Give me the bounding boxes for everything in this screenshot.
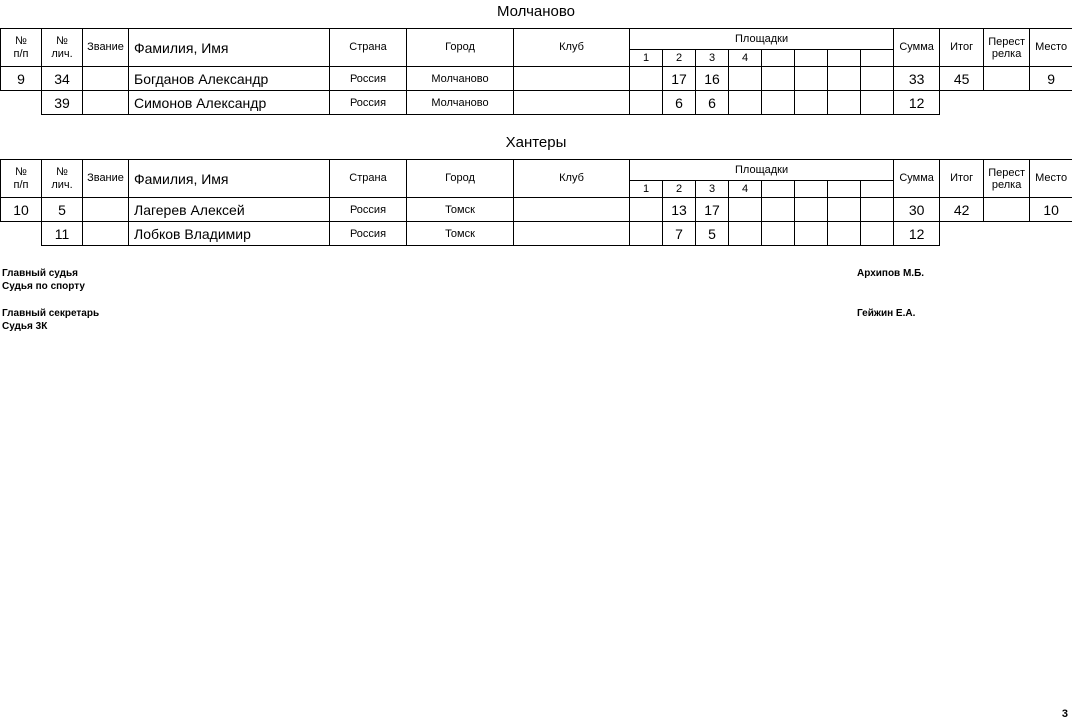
team-results-table [0,159,1072,246]
header-ranges: Площадки [630,160,894,181]
sum-cell: 12 [894,222,940,246]
sum-cell: 12 [894,91,940,115]
chief-judge-title: Главный судья [2,268,78,279]
header-range-number: 2 [663,50,696,67]
empty-cell [940,91,984,115]
range-score-cell [729,222,762,246]
team-number-cell: 9 [1,67,42,91]
sum-cell: 33 [894,67,940,91]
range-score-cell: 17 [663,67,696,91]
shootoff-cell [984,67,1030,91]
rank-cell [83,198,129,222]
range-score-cell: 6 [696,91,729,115]
table-row [1,67,1072,91]
header-place: Место [1030,160,1072,198]
header-shootoff: Перест релка [984,29,1030,67]
empty-cell [1,91,42,115]
header-np: № п/п [1,160,42,198]
chief-secretary-name: Гейжин Е.А. [857,308,916,319]
empty-cell [1,222,42,246]
header-range-number [762,181,795,198]
place-cell: 10 [1030,198,1072,222]
range-score-cell [630,198,663,222]
chief-secretary-title: Главный секретарь [2,308,100,319]
header-city: Город [407,29,514,67]
license-cell: 39 [42,91,83,115]
header-range-number [828,181,861,198]
range-score-cell [828,222,861,246]
shootoff-cell [984,198,1030,222]
header-range-number: 4 [729,181,762,198]
header-row [1,160,1072,181]
name-cell: Симонов Александр [129,91,330,115]
header-shootoff: Перест релка [984,160,1030,198]
range-score-cell [795,91,828,115]
table-row [1,198,1072,222]
header-total: Итог [940,29,984,67]
range-score-cell [795,222,828,246]
range-score-cell: 7 [663,222,696,246]
empty-cell [984,222,1030,246]
range-score-cell: 13 [663,198,696,222]
city-cell: Молчаново [407,67,514,91]
rank-cell [83,222,129,246]
range-score-cell [795,67,828,91]
city-cell: Молчаново [407,91,514,115]
chief-secretary-category: Судья 3К [2,321,48,332]
range-score-cell: 16 [696,67,729,91]
team-title: Хантеры [505,134,567,151]
header-country: Страна [330,160,407,198]
table-row [1,91,1072,115]
range-score-cell [861,91,894,115]
header-range-number [762,50,795,67]
license-cell: 34 [42,67,83,91]
country-cell: Россия [330,91,407,115]
range-score-cell [762,91,795,115]
range-score-cell [762,67,795,91]
header-rank: Звание [83,160,129,198]
country-cell: Россия [330,222,407,246]
header-rank: Звание [83,29,129,67]
country-cell: Россия [330,67,407,91]
header-range-number: 1 [630,50,663,67]
empty-cell [940,222,984,246]
range-score-cell [795,198,828,222]
rank-cell [83,91,129,115]
range-score-cell [762,222,795,246]
header-country: Страна [330,29,407,67]
place-cell: 9 [1030,67,1072,91]
range-score-cell [762,198,795,222]
club-cell [514,67,630,91]
header-city: Город [407,160,514,198]
name-cell: Лагерев Алексей [129,198,330,222]
sum-cell: 30 [894,198,940,222]
club-cell [514,222,630,246]
header-range-number: 4 [729,50,762,67]
range-score-cell: 6 [663,91,696,115]
club-cell [514,198,630,222]
country-cell: Россия [330,198,407,222]
page-number: 3 [1061,708,1068,720]
club-cell [514,91,630,115]
range-score-cell [630,91,663,115]
header-row [1,29,1072,50]
header-range-number: 2 [663,181,696,198]
header-license: № лич. [42,160,83,198]
range-score-cell [828,91,861,115]
empty-cell [1030,222,1072,246]
header-name: Фамилия, Имя [129,160,330,198]
header-club: Клуб [514,160,630,198]
range-score-cell [729,91,762,115]
header-np: № п/п [1,29,42,67]
range-score-cell [630,222,663,246]
license-cell: 5 [42,198,83,222]
range-score-cell [861,222,894,246]
header-license: № лич. [42,29,83,67]
header-ranges: Площадки [630,29,894,50]
team-title: Молчаново [496,3,576,20]
name-cell: Лобков Владимир [129,222,330,246]
range-score-cell [861,67,894,91]
range-score-cell [729,67,762,91]
header-range-number: 1 [630,181,663,198]
header-range-number [795,50,828,67]
range-score-cell [828,67,861,91]
range-score-cell: 5 [696,222,729,246]
empty-cell [1030,91,1072,115]
range-score-cell: 17 [696,198,729,222]
header-range-number: 3 [696,50,729,67]
header-range-number [861,50,894,67]
header-name: Фамилия, Имя [129,29,330,67]
header-total: Итог [940,160,984,198]
range-score-cell [630,67,663,91]
range-score-cell [729,198,762,222]
header-sum: Сумма [894,160,940,198]
rank-cell [83,67,129,91]
city-cell: Томск [407,198,514,222]
header-club: Клуб [514,29,630,67]
header-sum: Сумма [894,29,940,67]
header-range-number [861,181,894,198]
team-number-cell: 10 [1,198,42,222]
total-cell: 45 [940,67,984,91]
header-range-number [828,50,861,67]
team-results-table [0,28,1072,115]
header-range-number [795,181,828,198]
city-cell: Томск [407,222,514,246]
name-cell: Богданов Александр [129,67,330,91]
header-range-number: 3 [696,181,729,198]
license-cell: 11 [42,222,83,246]
range-score-cell [828,198,861,222]
empty-cell [984,91,1030,115]
table-row [1,222,1072,246]
chief-judge-name: Архипов М.Б. [857,268,925,279]
chief-judge-category: Судья по спорту [2,281,85,292]
range-score-cell [861,198,894,222]
total-cell: 42 [940,198,984,222]
header-place: Место [1030,29,1072,67]
